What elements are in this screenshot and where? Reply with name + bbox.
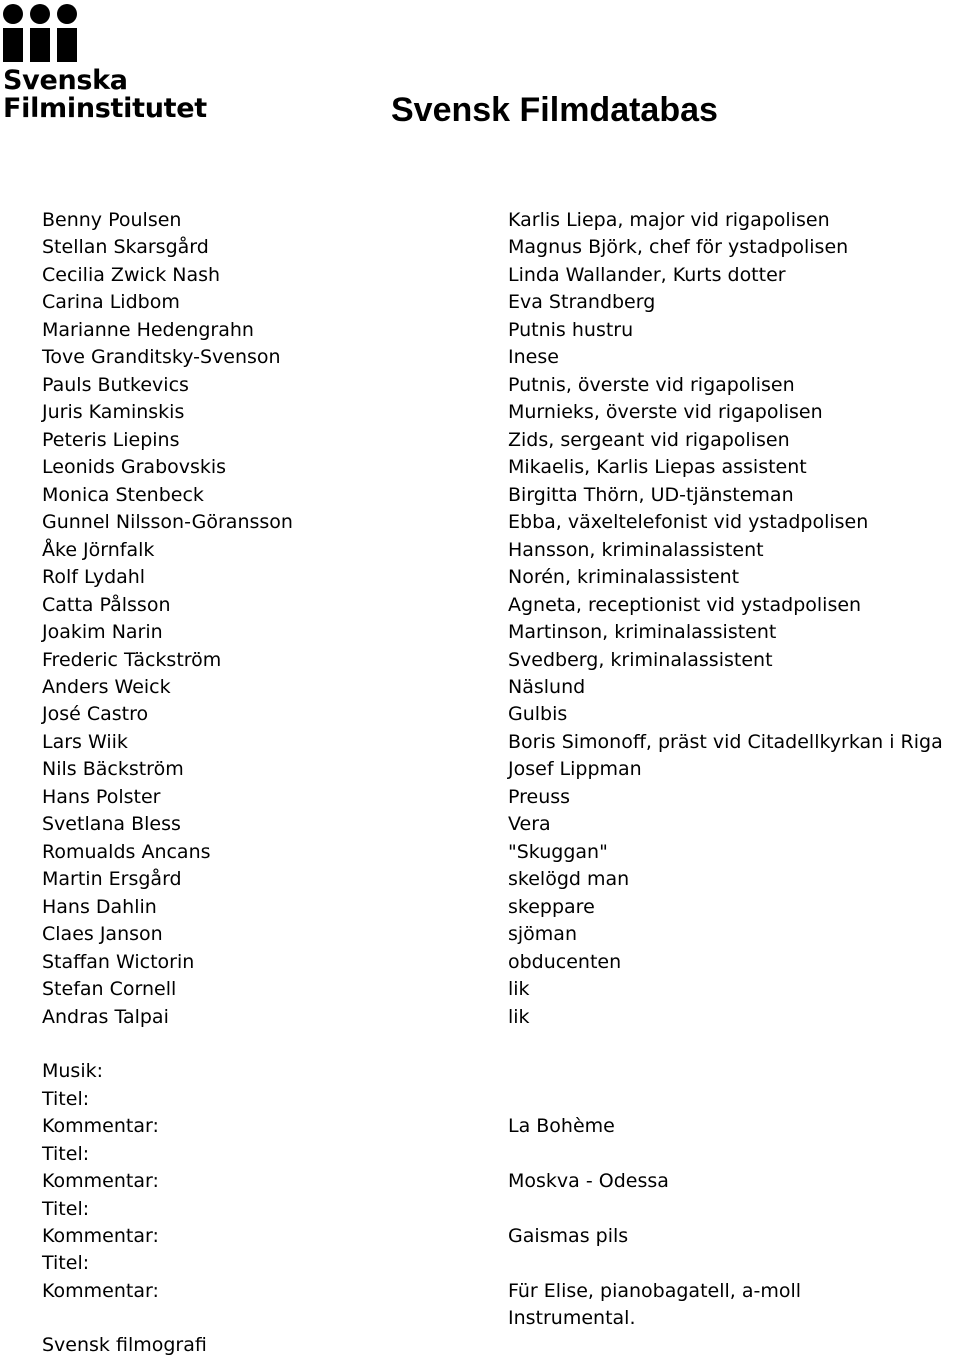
- actor-name: Leonids Grabovskis: [42, 456, 227, 479]
- music-field-value: Instrumental.: [508, 1307, 636, 1330]
- music-row: [0, 1113, 960, 1140]
- cast-row: [0, 592, 960, 619]
- role-name: Murnieks, överste vid rigapolisen: [508, 401, 823, 424]
- actor-name: Juris Kaminskis: [42, 401, 185, 424]
- music-row: [0, 1250, 960, 1277]
- logo-mark-icon: [3, 4, 77, 62]
- role-name: Ebba, växeltelefonist vid ystadpolisen: [508, 511, 869, 534]
- cast-row: [0, 372, 960, 399]
- cast-row: [0, 729, 960, 756]
- actor-name: Romualds Ancans: [42, 840, 211, 863]
- actor-name: Pauls Butkevics: [42, 373, 189, 396]
- role-name: Gulbis: [508, 703, 568, 726]
- music-row: [0, 1305, 960, 1332]
- actor-name: Catta Pålsson: [42, 593, 171, 616]
- cast-row: [0, 537, 960, 564]
- cast-row: [0, 482, 960, 509]
- music-field-label: Kommentar:: [42, 1115, 159, 1138]
- cast-row: [0, 839, 960, 866]
- actor-name: Tove Granditsky-Svenson: [42, 346, 281, 369]
- actor-name: Frederic Täckström: [42, 648, 222, 671]
- cast-row: [0, 866, 960, 893]
- role-name: Putnis, överste vid rigapolisen: [508, 373, 795, 396]
- music-field-value: Gaismas pils: [508, 1224, 629, 1247]
- music-field-label: Titel:: [42, 1197, 90, 1220]
- actor-name: Hans Dahlin: [42, 895, 157, 918]
- role-name: Näslund: [508, 675, 586, 698]
- cast-row: [0, 289, 960, 316]
- cast-row: [0, 949, 960, 976]
- role-name: Josef Lippman: [508, 758, 642, 781]
- role-name: Eva Strandberg: [508, 291, 656, 314]
- actor-name: Gunnel Nilsson-Göransson: [42, 511, 293, 534]
- role-name: skelögd man: [508, 868, 630, 891]
- cast-row: [0, 976, 960, 1003]
- role-name: Mikaelis, Karlis Liepas assistent: [508, 456, 807, 479]
- cast-row: [0, 234, 960, 261]
- actor-name: Stellan Skarsgård: [42, 236, 209, 259]
- logo-text-line2: Filminstitutet: [3, 93, 207, 124]
- role-name: obducenten: [508, 950, 622, 973]
- svenska-filminstitutet-logo: [0, 0, 210, 130]
- role-name: Norén, kriminalassistent: [508, 566, 740, 589]
- cast-row: [0, 784, 960, 811]
- music-field-label: Kommentar:: [42, 1279, 159, 1302]
- actor-name: Monica Stenbeck: [42, 483, 204, 506]
- cast-row: [0, 647, 960, 674]
- role-name: Preuss: [508, 785, 571, 808]
- cast-row: [0, 564, 960, 591]
- music-field-label: Titel:: [42, 1142, 90, 1165]
- role-name: "Skuggan": [508, 840, 608, 863]
- cast-row: [0, 756, 960, 783]
- role-name: Birgitta Thörn, UD-tjänsteman: [508, 483, 794, 506]
- music-row: [0, 1168, 960, 1195]
- role-name: Vera: [508, 813, 551, 836]
- cast-row: [0, 921, 960, 948]
- music-field-label: Titel:: [42, 1252, 90, 1275]
- actor-name: Nils Bäckström: [42, 758, 184, 781]
- cast-row: [0, 894, 960, 921]
- role-name: Linda Wallander, Kurts dotter: [508, 263, 786, 286]
- cast-row: [0, 262, 960, 289]
- role-name: Karlis Liepa, major vid rigapolisen: [508, 209, 830, 231]
- cast-row: [0, 317, 960, 344]
- role-name: Agneta, receptionist vid ystadpolisen: [508, 593, 862, 616]
- role-name: Magnus Björk, chef för ystadpolisen: [508, 236, 849, 259]
- role-name: Putnis hustru: [508, 318, 634, 341]
- music-field-label: Titel:: [42, 1088, 90, 1110]
- music-field-value: La Bohème: [508, 1115, 615, 1138]
- actor-name: Andras Talpai: [42, 1005, 169, 1028]
- actor-name: Hans Polster: [42, 785, 161, 808]
- music-row: [0, 1278, 960, 1305]
- cast-row: [0, 427, 960, 454]
- cast-row: [0, 674, 960, 701]
- music-field-value: Für Elise, pianobagatell, a-moll: [508, 1279, 802, 1302]
- music-field-value: Moskva - Odessa: [508, 1170, 669, 1193]
- cast-row: [0, 207, 960, 234]
- music-field-label: Kommentar:: [42, 1170, 159, 1193]
- music-heading: Musik:: [42, 1060, 104, 1082]
- actor-name: Svetlana Bless: [42, 813, 181, 836]
- role-name: Hansson, kriminalassistent: [508, 538, 764, 561]
- cast-row: [0, 399, 960, 426]
- filmography-heading: Svensk filmografi: [42, 1334, 207, 1356]
- actor-name: Rolf Lydahl: [42, 566, 146, 589]
- cast-row: [0, 701, 960, 728]
- cast-row: [0, 509, 960, 536]
- actor-name: Benny Poulsen: [42, 209, 182, 231]
- actor-name: Carina Lidbom: [42, 291, 180, 314]
- role-name: lik: [508, 1005, 530, 1028]
- actor-name: Lars Wiik: [42, 730, 128, 753]
- actor-name: Åke Jörnfalk: [42, 538, 155, 561]
- actor-name: Marianne Hedengrahn: [42, 318, 254, 341]
- music-row: [0, 1223, 960, 1250]
- cast-row: [0, 454, 960, 481]
- actor-name: Stefan Cornell: [42, 978, 177, 1001]
- actor-name: Claes Janson: [42, 923, 163, 946]
- cast-list: [0, 207, 960, 1031]
- music-row: [0, 1141, 960, 1168]
- music-field-label: Kommentar:: [42, 1224, 159, 1247]
- actor-name: Peteris Liepins: [42, 428, 180, 451]
- music-row: [0, 1086, 960, 1113]
- role-name: Martinson, kriminalassistent: [508, 621, 777, 644]
- music-row: [0, 1196, 960, 1223]
- actor-name: Joakim Narin: [42, 621, 163, 644]
- music-list: [0, 1086, 960, 1333]
- cast-row: [0, 811, 960, 838]
- role-name: sjöman: [508, 923, 577, 946]
- cast-row: [0, 344, 960, 371]
- cast-row: [0, 619, 960, 646]
- page-title: Svensk Filmdatabas: [391, 91, 718, 129]
- role-name: lik: [508, 978, 530, 1001]
- logo-text-line1: Svenska: [3, 65, 128, 96]
- cast-row: [0, 1004, 960, 1031]
- actor-name: Staffan Wictorin: [42, 950, 195, 973]
- role-name: Svedberg, kriminalassistent: [508, 648, 773, 671]
- role-name: Zids, sergeant vid rigapolisen: [508, 428, 790, 451]
- actor-name: Martin Ersgård: [42, 868, 182, 891]
- actor-name: Cecilia Zwick Nash: [42, 263, 221, 286]
- actor-name: Anders Weick: [42, 675, 171, 698]
- role-name: skeppare: [508, 895, 595, 918]
- role-name: Inese: [508, 346, 559, 369]
- role-name: Boris Simonoff, präst vid Citadellkyrkan i Riga: [508, 730, 943, 753]
- actor-name: José Castro: [42, 703, 149, 726]
